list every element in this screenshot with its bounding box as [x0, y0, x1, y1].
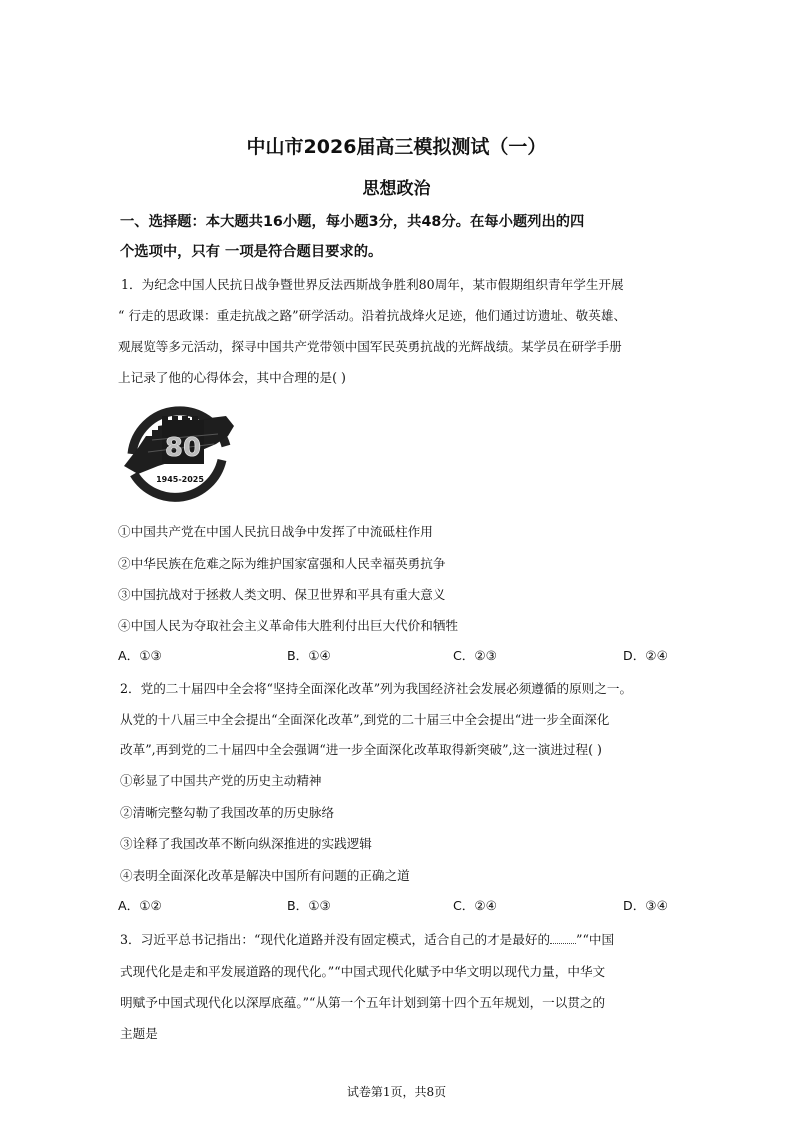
q1-option-c[interactable]: C．②③ [453, 648, 497, 663]
q2-stem-line: 从党的十八届三中全会提出“全面深化改革”,到党的二十届三中全会提出“进一步全面深化 [120, 712, 610, 727]
q1-option-a[interactable]: A．①③ [118, 648, 162, 663]
q2-statement: ①彰显了中国共产党的历史主动精神 [120, 773, 322, 788]
q1-option-d[interactable]: D．②④ [623, 648, 668, 663]
exam-title: 中山市2026届高三模拟测试（一） [246, 136, 547, 158]
q3-stem-line: 式现代化是走和平发展道路的现代化。”“中国式现代化赋予中华文明以现代力量，中华文 [120, 964, 606, 979]
subject-title: 思想政治 [362, 179, 431, 199]
q1-statement: ①中国共产党在中国人民抗日战争中发挥了中流砥柱作用 [118, 524, 433, 539]
section-heading-line2: 个选项中，只有 一项是符合题目要求的。 [120, 244, 383, 260]
q2-option-d[interactable]: D．③④ [623, 898, 668, 913]
q1-statement: ③中国抗战对于拯救人类文明、保卫世界和平具有重大意义 [118, 587, 446, 602]
q1-stem-line: “ 行走的思政课：重走抗战之路”研学活动。沿着抗战烽火足迹，他们通过访遗址、敬英雄、 [118, 308, 627, 323]
q3-stem-line: 明赋予中国式现代化以深厚底蕴。”“从第一个五年计划到第十四个五年规划，一以贯之的 [120, 995, 606, 1010]
q3-stem-line: 主题是 [120, 1026, 158, 1041]
q3-stem-line [120, 929, 614, 948]
logo-number: 80 [164, 433, 202, 463]
q2-option-a[interactable]: A．①② [118, 898, 162, 913]
q2-statement: ②清晰完整勾勒了我国改革的历史脉络 [120, 805, 335, 820]
q1-stem-line: 1．为纪念中国人民抗日战争暨世界反法西斯战争胜利80周年，某市假期组织青年学生开展 [121, 277, 624, 292]
q1-statement: ④中国人民为夺取社会主义革命伟大胜利付出巨大代价和牺牲 [118, 618, 459, 633]
q2-option-c[interactable]: C．②④ [453, 898, 497, 913]
q2-statement: ④表明全面深化改革是解决中国所有问题的正确之道 [120, 868, 410, 883]
q1-statement: ②中华民族在危难之际为维护国家富强和人民幸福英勇抗争 [118, 556, 446, 571]
q2-stem-line: 2．党的二十届四中全会将“坚持全面深化改革”列为我国经济社会发展必须遵循的原则之一。 [120, 681, 633, 696]
q3-stem-part: 3．习近平总书记指出：“现代化道路并没有固定模式，适合自己的才是最好的 [120, 932, 551, 947]
page-footer: 试卷第1页，共8页 [346, 1085, 447, 1099]
q1-option-b[interactable]: B．①④ [287, 648, 331, 663]
q2-statement: ③诠释了我国改革不断向纵深推进的实践逻辑 [120, 836, 372, 851]
dotted-ellipsis [550, 933, 576, 944]
q2-stem-line: 改革”,再到党的二十届四中全会强调“进一步全面深化改革取得新突破”,这一演进过程( ) [120, 742, 602, 757]
q3-stem-part: ”“中国 [576, 932, 615, 947]
q1-stem-line: 观展览等多元活动，探寻中国共产党带领中国军民英勇抗战的光辉战绩。某学员在研学手册 [118, 339, 622, 354]
logo-years: 1945-2025 [156, 475, 204, 484]
q2-option-b[interactable]: B．①③ [287, 898, 331, 913]
q1-stem-line: 上记录了他的心得体会，其中合理的是( ) [118, 370, 346, 385]
anniversary-80-logo [118, 396, 240, 504]
section-heading-line1: 一、选择题：本大题共16小题，每小题3分，共48分。在每小题列出的四 [120, 214, 585, 230]
